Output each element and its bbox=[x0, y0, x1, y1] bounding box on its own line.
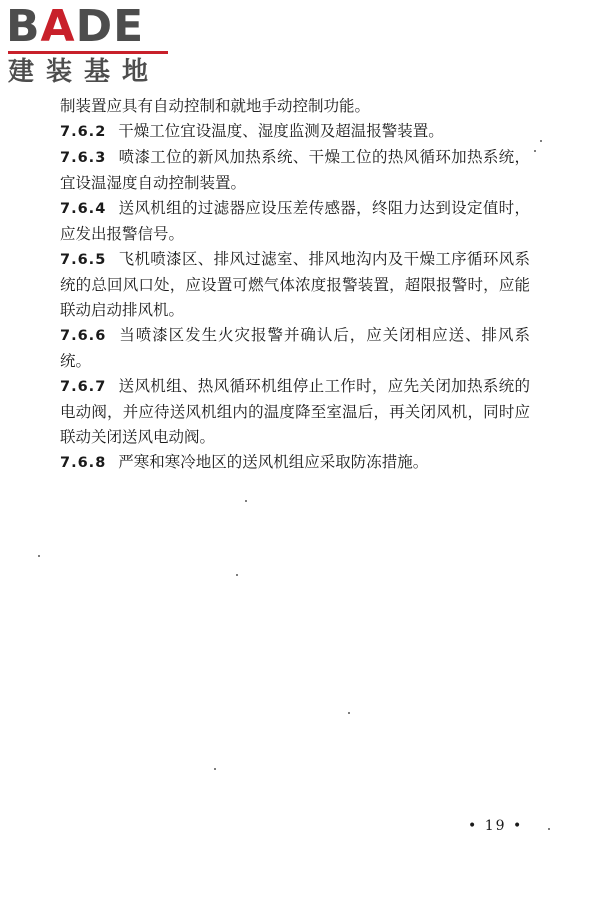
page-number: • 19 • bbox=[468, 818, 524, 834]
scan-speck bbox=[214, 768, 216, 770]
clause-7-6-3 bbox=[60, 145, 530, 196]
brand-wordmark bbox=[6, 1, 176, 52]
scan-speck bbox=[540, 140, 542, 142]
brand-letters-de: DE bbox=[75, 1, 145, 52]
brand-letter-a: A bbox=[40, 1, 76, 52]
clause-text: 喷漆工位的新风加热系统、干燥工位的热风循环加热系统，宜设温湿度自动控制装置。 bbox=[60, 148, 530, 192]
clause-text: 严寒和寒冷地区的送风机组应采取防冻措施。 bbox=[118, 453, 429, 471]
document-body bbox=[60, 94, 530, 476]
scan-speck bbox=[38, 555, 40, 557]
clause-text: 送风机组的过滤器应设压差传感器，终阻力达到设定值时，应发出报警信号。 bbox=[60, 199, 530, 243]
clause-number: 7.6.8 bbox=[60, 455, 107, 471]
paragraph-continuation bbox=[60, 94, 530, 119]
brand-chinese-name: 建装基地 bbox=[8, 57, 161, 87]
clause-number: 7.6.3 bbox=[60, 150, 107, 166]
scan-speck bbox=[534, 150, 536, 152]
clause-7-6-5 bbox=[60, 247, 530, 323]
scan-speck bbox=[245, 500, 247, 502]
clause-text: 送风机组、热风循环机组停止工作时，应先关闭加热系统的电动阀，并应待送风机组内的温度降至室温后，再关闭风机，同时应联动关闭送风电动阀。 bbox=[60, 377, 530, 446]
clause-7-6-8 bbox=[60, 450, 530, 476]
clause-number: 7.6.5 bbox=[60, 252, 107, 268]
clause-number: 7.6.7 bbox=[60, 379, 107, 395]
scan-speck bbox=[236, 574, 238, 576]
clause-7-6-2 bbox=[60, 119, 530, 145]
clause-7-6-6 bbox=[60, 323, 530, 374]
scan-speck bbox=[548, 828, 550, 830]
brand-letter-b: B bbox=[6, 1, 41, 52]
clause-text: 干燥工位宜设温度、湿度监测及超温报警装置。 bbox=[118, 122, 444, 140]
clause-7-6-4 bbox=[60, 196, 530, 247]
scan-speck bbox=[348, 712, 350, 714]
clause-number: 7.6.4 bbox=[60, 201, 107, 217]
clause-number: 7.6.2 bbox=[60, 124, 107, 140]
clause-text: 飞机喷漆区、排风过滤室、排风地沟内及干燥工序循环风系统的总回风口处，应设置可燃气体浓度报警装置，超限报警时，应能联动启动排风机。 bbox=[60, 250, 530, 319]
paragraph-text: 制装置应具有自动控制和就地手动控制功能。 bbox=[60, 97, 371, 115]
clause-text: 当喷漆区发生火灾报警并确认后，应关闭相应送、排风系统。 bbox=[60, 326, 530, 370]
clause-number: 7.6.6 bbox=[60, 328, 107, 344]
brand-watermark-logo bbox=[6, 1, 176, 88]
clause-7-6-7 bbox=[60, 374, 530, 450]
